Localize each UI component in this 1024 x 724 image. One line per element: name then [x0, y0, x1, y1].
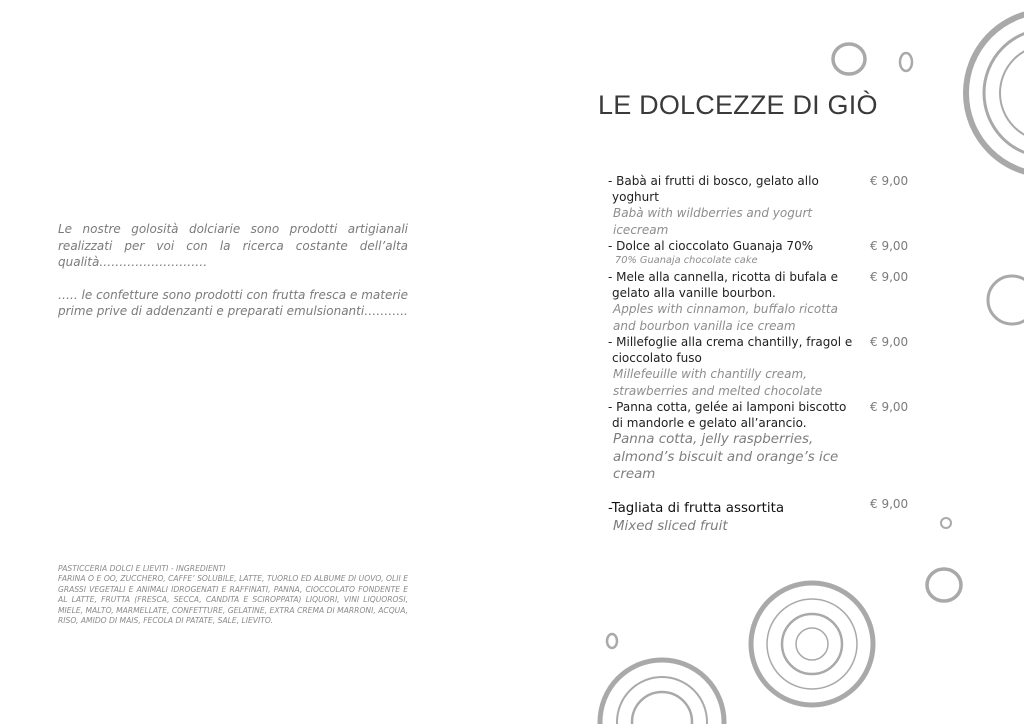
item-price: € 9,00 — [870, 497, 909, 511]
item-price: € 9,00 — [870, 270, 909, 284]
item-english: Babà with wildberries and yogurt icecream — [613, 206, 813, 237]
item-name: - Babà ai frutti di bosco, gelato allo yoghurt — [608, 174, 819, 205]
deco-circle — [607, 634, 617, 648]
menu-item — [608, 334, 858, 399]
menu-item — [608, 173, 858, 238]
menu-item — [608, 500, 858, 535]
item-name: - Panna cotta, gelée ai lamponi biscotto di mandorle e gelato all’arancio. — [608, 400, 847, 431]
deco-arc — [1000, 45, 1024, 141]
item-price: € 9,00 — [870, 239, 909, 253]
item-english: Mixed sliced fruit — [613, 518, 728, 534]
ingredients-title: PASTICCERIA DOLCI E LIEVITI - INGREDIENTI — [58, 564, 226, 573]
item-price: € 9,00 — [870, 174, 909, 188]
item-english: Panna cotta, jelly raspberries, almond’s biscuit and orange’s ice cream — [613, 432, 839, 483]
item-name: - Mele alla cannella, ricotta di bufala e gelato alla vanille bourbon. — [608, 270, 839, 301]
deco-ring — [617, 677, 707, 724]
deco-circle — [941, 518, 951, 528]
deco-ring — [782, 614, 842, 674]
deco-circle — [927, 569, 961, 601]
deco-ring — [796, 628, 828, 660]
deco-circle — [900, 53, 912, 71]
item-price: € 9,00 — [870, 335, 909, 349]
item-name: - Dolce al cioccolato Guanaja 70% — [608, 239, 814, 253]
item-price: € 9,00 — [870, 400, 909, 414]
menu-item — [608, 399, 858, 484]
deco-circle — [833, 44, 865, 74]
deco-ring — [767, 599, 857, 689]
intro-text — [58, 221, 408, 336]
item-name: - Millefoglie alla crema chantilly, fragol e cioccolato fuso — [608, 335, 853, 366]
deco-arc — [984, 29, 1024, 157]
deco-arc — [988, 276, 1024, 324]
menu-item — [608, 238, 858, 267]
deco-ring — [632, 692, 692, 724]
item-english: Millefeuille with chantilly cream, strawberries and melted chocolate — [613, 367, 823, 398]
menu-title: LE DOLCEZZE DI GIÒ — [598, 90, 878, 120]
menu-item — [608, 269, 858, 334]
item-english: Apples with cinnamon, buffalo ricotta and bourbon vanilla ice cream — [613, 302, 838, 333]
deco-arc — [966, 11, 1024, 175]
ingredients-list: FARINA O E OO, ZUCCHERO, CAFFE’ SOLUBILE, LATTE, TUORLO ED ALBUME DI UOVO, OLII E GRASSI VEGETALI E ANIMALI IDROGENATI E RAFFINATI, PANNA, CIOCCOLATO FONDENTE E AL LATTE, FRUTTA (FRESCA, SECCA, CANDITA E SCIROPPATA) LIQUORI, VINI LIQUOROSI, MIELE, MALTO, MARMELLATE, CONFETTURE, GELATINE, EXTRA CREMA DI MARRONI, ACQUA, RISO, AMIDO DI MAIS, FECOLA DI PATATE, SALE, LIEVITO. — [58, 574, 408, 626]
ingredients-notice — [58, 564, 408, 626]
item-english: 70% Guanaja chocolate cake — [615, 255, 758, 267]
intro-paragraph: Le nostre golosità dolciarie sono prodotti artigianali realizzati per voi con la ricerca costante dell’alta qualità……………………… — [58, 222, 408, 269]
item-name: -Tagliata di frutta assortita — [608, 501, 785, 516]
intro-paragraph: ….. le confetture sono prodotti con frutta fresca e materie prime prive di addenzanti e preparati emulsionanti……….. — [58, 287, 408, 318]
deco-ring — [751, 583, 873, 705]
